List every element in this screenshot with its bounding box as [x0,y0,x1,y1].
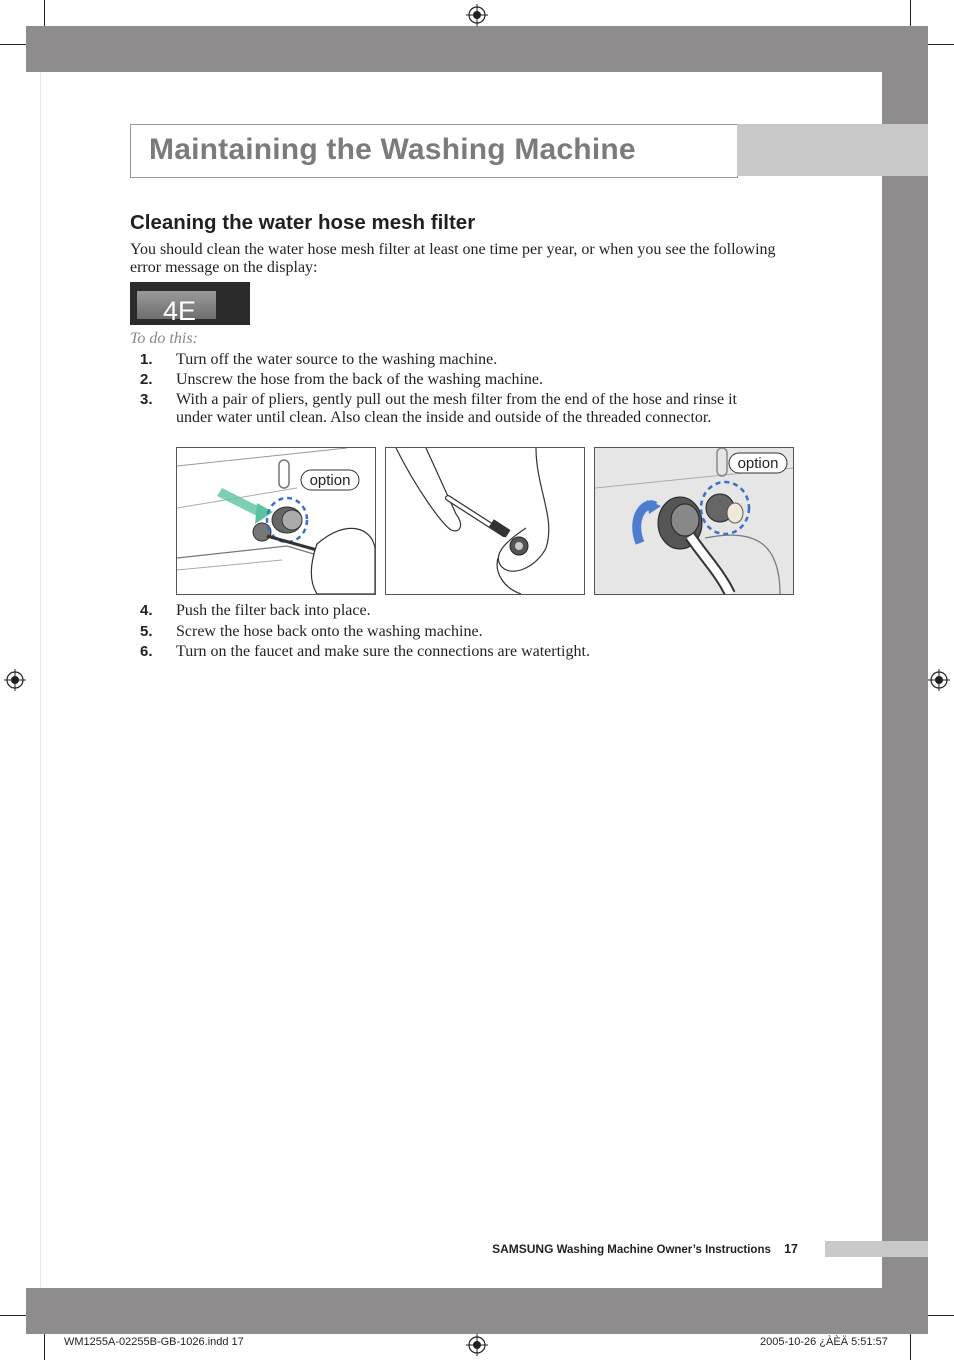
illustration-hose-connector [595,448,793,594]
step-3 [140,391,770,445]
right-band [882,26,928,1334]
todo-label: To do this: [130,330,198,347]
footer-doc-title: Washing Machine Owner’s Instructions [556,1244,771,1256]
intro-paragraph: You should clean the water hose mesh filter at least one time per year, or when you see the following error message on the display: [130,241,776,276]
title-bar-fill [737,124,928,176]
step-text: Push the filter back into place. [176,602,371,619]
error-display [130,282,250,325]
registration-mark-icon [466,1334,488,1356]
bottom-band [26,1288,928,1334]
step-text: Turn on the faucet and make sure the connections are watertight. [176,643,590,660]
step-number: 4. [140,602,153,619]
page-title: Maintaining the Washing Machine [149,133,636,166]
slug-file: WM1255A-02255B-GB-1026.indd 17 [64,1336,244,1348]
step-6 [140,643,770,661]
section-heading: Cleaning the water hose mesh filter [130,211,476,234]
figure-pull-filter [176,447,376,595]
step-4 [140,602,770,620]
registration-mark-icon [928,669,950,691]
crop-mark [44,1334,45,1360]
crop-mark [928,44,954,45]
step-5 [140,623,770,641]
step-text: Unscrew the hose from the back of the washing machine. [176,371,543,388]
step-1 [140,351,770,369]
option-label: option [309,472,351,489]
crop-mark [928,1315,954,1316]
crop-mark [0,1315,26,1316]
step-2 [140,371,770,389]
illustration-pliers-hose [177,448,375,594]
page-footer [420,1242,798,1256]
figure-brush-filter [385,447,585,595]
step-number: 2. [140,371,153,388]
error-code: 4E [163,296,197,326]
step-text: With a pair of pliers, gently pull out the mesh filter from the end of the hose and rinse it under water until clean. Also clean the inside and outside of the threaded connector. [176,391,737,426]
crop-mark [44,0,45,26]
step-text: Turn off the water source to the washing machine. [176,351,498,368]
brand-name: SAMSUNG [492,1242,554,1256]
step-text: Screw the hose back onto the washing machine. [176,623,483,640]
crop-mark [910,0,911,26]
step-number: 6. [140,643,153,660]
figure-screw-hose [594,447,794,595]
option-label: option [737,455,779,472]
step-number: 1. [140,351,153,368]
registration-mark-icon [4,669,26,691]
top-band [26,26,928,72]
step-number: 3. [140,391,153,408]
footer-bar-fill [825,1241,928,1257]
left-margin-line [40,72,41,1288]
slug-timestamp: 2005-10-26 ¿ÀÈÄ 5:51:57 [760,1336,888,1348]
illustration-toothbrush [386,448,584,594]
registration-mark-icon [466,4,488,26]
title-box [130,124,738,178]
page-number: 17 [784,1242,798,1256]
step-number: 5. [140,623,153,640]
display-panel [137,291,216,326]
crop-mark [0,44,26,45]
crop-mark [910,1334,911,1360]
